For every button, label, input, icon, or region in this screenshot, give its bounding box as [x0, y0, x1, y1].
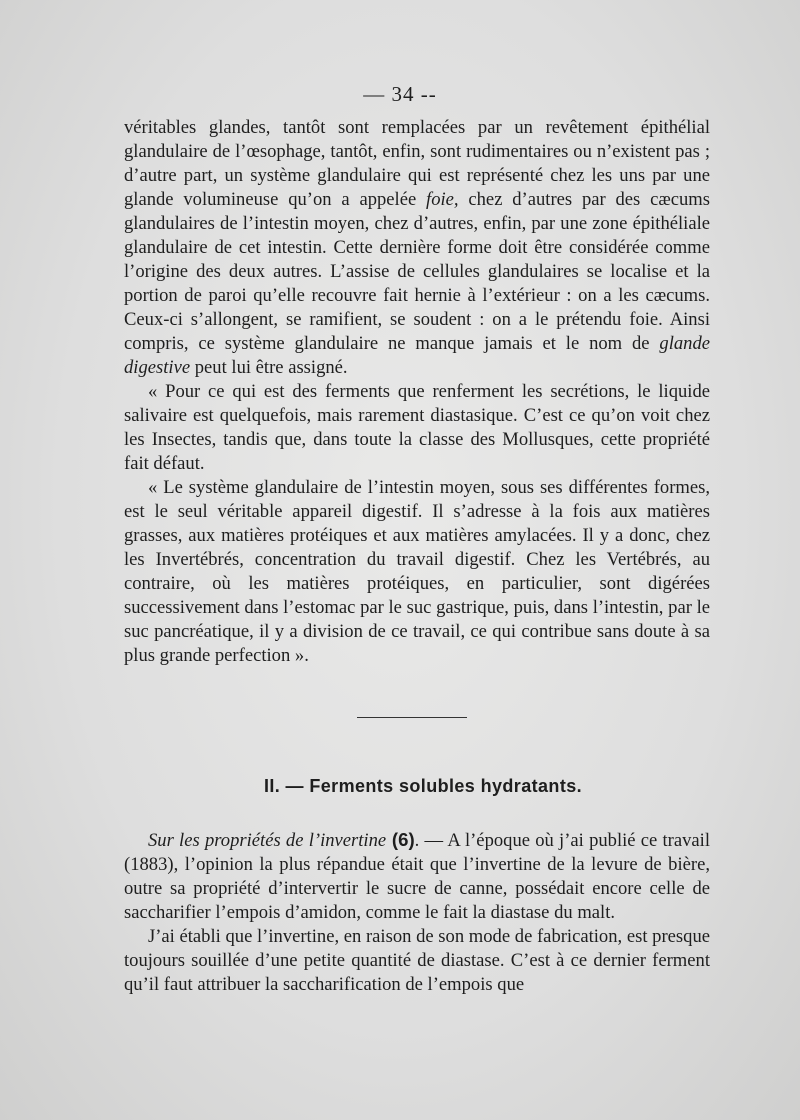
body-text-bottom — [124, 828, 710, 997]
paragraph: J’ai établi que l’invertine, en raison de son mode de fabrication, est presque toujours souillée d’une petite quantité de diastase. C’est à ce dernier ferment qu’il faut attribuer la saccharification de l’empois que — [124, 926, 710, 995]
italic-title: Sur les propriétés de l’invertine — [148, 830, 387, 851]
italic-term: foie, — [426, 189, 459, 210]
paragraph: « Le système glandulaire de l’intestin moyen, sous ses différentes formes, est le seul véritable appareil digestif. Il s’adresse à la fois aux matières grasses, aux matières protéiques et aux matières amylacées. Il y a donc, chez les Invertébrés, concentration du travail digestif. Chez les Vertébrés, au contraire, où les matières protéiques, en particulier, sont digérées successivement dans l’estomac par le suc gastrique, puis, dans l’intestin, par le suc pancréatique, il y a division de ce travail, ce qui contribue sans doute à sa plus grande perfection ». — [124, 477, 710, 666]
paragraph: « Pour ce qui est des ferments que renferment les secrétions, le liquide salivaire est quelquefois, mais rarement diastasique. C’est ce qu’on voit chez les Insectes, tandis que, dans toute la classe des Mollusques, cette propriété fait défaut. — [124, 381, 710, 474]
paragraph: véritables glandes, tantôt sont remplacées par un revêtement épithélial glandulaire de l’œsophage, tantôt, enfin, sont rudimentaires ou n’existent pas ; d’autre part, un système glandulaire qui est représenté chez les uns par une glande volumineuse qu’on a appelée foie, chez d’autres par des cæcums glandulaires de l’intestin moyen, chez d’autres, enfin, par une zone épithéliale glandulaire de cet intestin. Cette dernière forme doit être considérée comme l’origine des deux autres. L’assise de cellules glandulaires se localise et la portion de paroi qu’elle recouvre fait hernie à l’extérieur : on a les cæcums. Ceux-ci s’allongent, se ramifient, se soudent : on a le prétendu foie. Ainsi compris, ce système glandulaire ne manque jamais et le nom de glande digestive peut lui être assigné. — [124, 117, 710, 378]
separator-rule — [357, 717, 467, 718]
italic-term: glande digestive — [124, 333, 710, 378]
page-number: — 34 -- — [363, 82, 437, 106]
body-text-top — [124, 116, 710, 668]
section-heading: II. — Ferments solubles hydratants. — [263, 776, 583, 796]
reference-number: (6) — [386, 829, 415, 850]
paragraph: Sur les propriétés de l’invertine (6). — A l’époque où j’ai publié ce travail (1883), l’opinion la plus répandue était que l’invertine de la levure de bière, outre sa propriété d’intervertir le sucre de canne, possédait encore celle de saccharifier l’empois d’amidon, comme le fait la diastase du malt. — [124, 829, 711, 923]
